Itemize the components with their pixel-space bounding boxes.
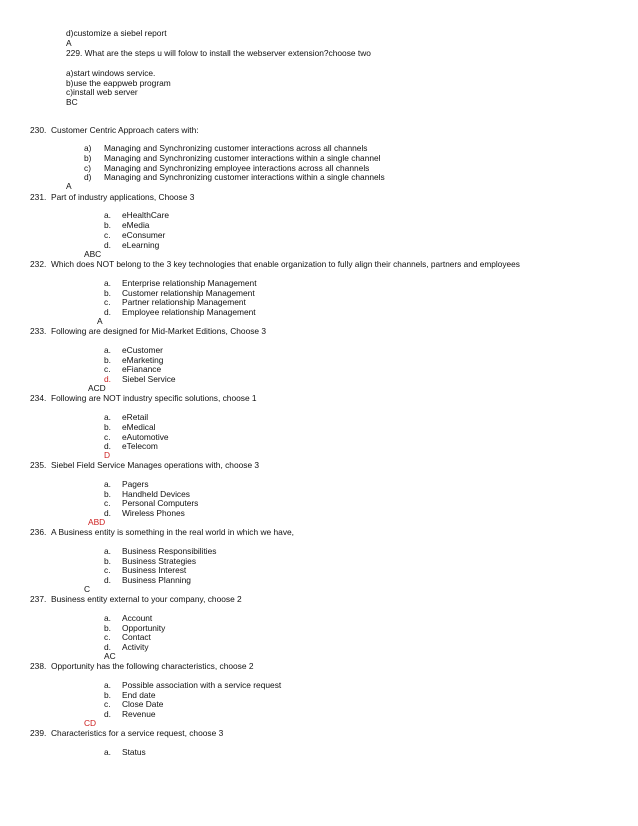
option-text: Business Interest (122, 565, 187, 575)
option-letter: c. (104, 364, 111, 374)
option-text: Enterprise relationship Management (122, 278, 257, 288)
option-text: Managing and Synchronizing customer interactions within a single channels (104, 172, 385, 182)
option-text: c)install web server (66, 87, 138, 97)
question-text: Business entity external to your company, choose 2 (51, 594, 242, 604)
option-letter: a. (104, 278, 111, 288)
option-letter: a) (84, 143, 92, 153)
question-text: Following are designed for Mid-Market Editions, Choose 3 (51, 326, 267, 336)
option-text: d)customize a siebel report (66, 28, 167, 38)
answer-text: BC (66, 97, 78, 107)
question-text: Opportunity has the following characteristics, choose 2 (51, 661, 254, 671)
option-letter: d. (104, 575, 111, 585)
option-text: eMedical (122, 422, 156, 432)
option-text: b)use the eappweb program (66, 78, 171, 88)
option-letter: d. (104, 374, 111, 384)
option-letter: a. (104, 412, 111, 422)
question-number: 233. (30, 326, 47, 336)
option-letter: b. (104, 288, 111, 298)
question-text: Siebel Field Service Manages operations with, choose 3 (51, 460, 260, 470)
option-text: eLearning (122, 240, 160, 250)
question-number: 239. (30, 728, 47, 738)
option-letter: a. (104, 345, 111, 355)
question-text: 229. What are the steps u will folow to install the webserver extension?choose two (66, 48, 371, 58)
option-text: Wireless Phones (122, 508, 185, 518)
option-text: Siebel Service (122, 374, 176, 384)
option-letter: c. (104, 498, 111, 508)
option-text: Pagers (122, 479, 149, 489)
answer-text: A (97, 316, 103, 326)
option-text: Employee relationship Management (122, 307, 256, 317)
option-letter: a. (104, 613, 111, 623)
option-letter: b) (84, 153, 92, 163)
question-text: A Business entity is something in the real world in which we have, (51, 527, 294, 537)
option-letter: a. (104, 680, 111, 690)
option-text: Personal Computers (122, 498, 199, 508)
answer-text: ABD (88, 517, 106, 527)
option-letter: b. (104, 623, 111, 633)
option-letter: c. (104, 565, 111, 575)
option-letter: b. (104, 690, 111, 700)
option-letter: a. (104, 210, 111, 220)
answer-text: A (66, 38, 72, 48)
question-text: Customer Centric Approach caters with: (51, 125, 199, 135)
answer-text: A (66, 181, 72, 191)
option-text: eConsumer (122, 230, 166, 240)
option-text: eFianance (122, 364, 162, 374)
option-letter: d. (104, 441, 111, 451)
question-number: 236. (30, 527, 47, 537)
option-letter: c. (104, 297, 111, 307)
option-text: Managing and Synchronizing employee interactions across all channels (104, 163, 370, 173)
option-letter: d. (104, 508, 111, 518)
question-number: 238. (30, 661, 47, 671)
option-letter: c. (104, 230, 111, 240)
question-number: 231. (30, 192, 47, 202)
question-text: Following are NOT industry specific solutions, choose 1 (51, 393, 257, 403)
option-letter: c. (104, 699, 111, 709)
option-letter: c) (84, 163, 91, 173)
option-text: eAutomotive (122, 432, 169, 442)
option-text: Business Strategies (122, 556, 197, 566)
option-letter: c. (104, 432, 111, 442)
option-text: Opportunity (122, 623, 166, 633)
option-text: Revenue (122, 709, 156, 719)
option-text: eMarketing (122, 355, 164, 365)
option-text: Customer relationship Management (122, 288, 255, 298)
option-text: eCustomer (122, 345, 163, 355)
option-text: Handheld Devices (122, 489, 190, 499)
option-letter: d. (104, 307, 111, 317)
option-letter: a. (104, 479, 111, 489)
option-letter: b. (104, 355, 111, 365)
option-text: eRetail (122, 412, 149, 422)
option-text: Business Responsibilities (122, 546, 217, 556)
option-letter: d. (104, 709, 111, 719)
option-letter: b. (104, 422, 111, 432)
question-number: 230. (30, 125, 47, 135)
question-text: Characteristics for a service request, choose 3 (51, 728, 224, 738)
question-text: Part of industry applications, Choose 3 (51, 192, 195, 202)
option-text: Contact (122, 632, 151, 642)
option-text: eMedia (122, 220, 150, 230)
option-letter: b. (104, 556, 111, 566)
option-text: Possible association with a service request (122, 680, 282, 690)
option-letter: d. (104, 240, 111, 250)
option-text: eHealthCare (122, 210, 170, 220)
question-text: Which does NOT belong to the 3 key technologies that enable organization to fully align their channels, partners and employees (51, 259, 520, 269)
answer-text: CD (84, 718, 97, 728)
answer-text: ABC (84, 249, 102, 259)
option-letter: b. (104, 220, 111, 230)
option-letter: d. (104, 642, 111, 652)
option-text: Managing and Synchronizing customer interactions across all channels (104, 143, 368, 153)
answer-text: ACD (88, 383, 106, 393)
option-letter: a. (104, 546, 111, 556)
question-number: 237. (30, 594, 47, 604)
option-text: Business Planning (122, 575, 191, 585)
question-number: 232. (30, 259, 47, 269)
option-text: Account (122, 613, 153, 623)
answer-text: D (104, 450, 111, 460)
option-text: Activity (122, 642, 149, 652)
answer-text: C (84, 584, 91, 594)
option-text: Close Date (122, 699, 164, 709)
option-text: End date (122, 690, 156, 700)
option-text: a)start windows service. (66, 68, 156, 78)
question-number: 234. (30, 393, 47, 403)
option-text: Status (122, 747, 146, 757)
option-letter: b. (104, 489, 111, 499)
option-letter: d) (84, 172, 92, 182)
answer-text: AC (104, 651, 116, 661)
option-letter: c. (104, 632, 111, 642)
option-text: eTelecom (122, 441, 158, 451)
option-text: Managing and Synchronizing customer interactions within a single channel (104, 153, 381, 163)
option-letter: a. (104, 747, 111, 757)
question-number: 235. (30, 460, 47, 470)
option-text: Partner relationship Management (122, 297, 246, 307)
